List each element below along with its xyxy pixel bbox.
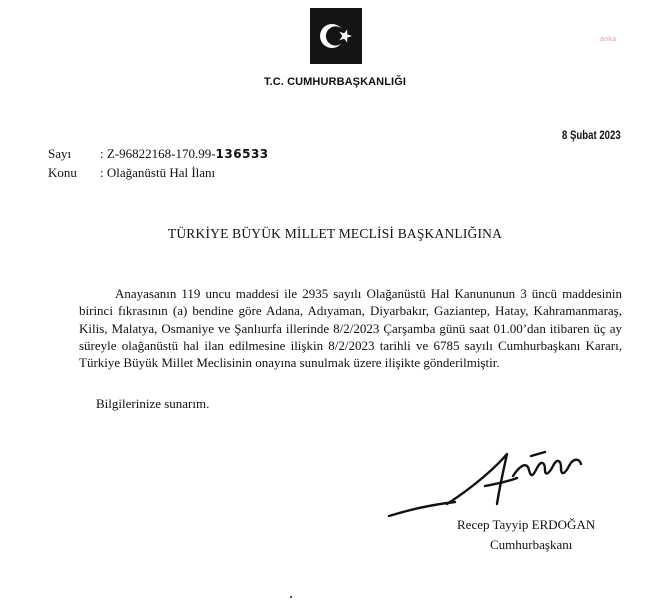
reference-label: Sayı xyxy=(48,146,72,161)
reference-value-wrap xyxy=(100,146,269,162)
document-date: 8 Şubat 2023 xyxy=(562,128,621,142)
handwritten-signature xyxy=(385,446,625,526)
reference-number-row xyxy=(48,146,448,164)
closing-line: Bilgilerinize sunarım. xyxy=(96,396,210,411)
subject-label: Konu xyxy=(48,165,77,180)
subject-row xyxy=(48,165,448,183)
reference-value: : Z-96822168-170.99- xyxy=(100,146,216,161)
watermark-text: anka xyxy=(600,36,617,43)
body-paragraph: Anayasanın 119 uncu maddesi ile 2935 sayılı Olağanüstü Hal Kanununun 3 üncü maddesinin birinci fıkrasının (a) bendine göre Adana, Adıyaman, Diyarbakır, Gaziantep, Hatay, Kahramanmaraş, Kilis, Malatya, Osmaniye ve Şanlıurfa illerinde 8/2/2023 Çarşamba günü saat 01.00’dan itibaren üç ay süreyle olağanüstü hal ilan edilmesine ilişkin 8/2/2023 tarihli ve 6785 sayılı Cumhurbaşkanı Kararı, Türkiye Büyük Millet Meclisinin onayına sunulmak üzere ilişikte gönderilmiştir. xyxy=(79,286,622,371)
signer-title: Cumhurbaşkanı xyxy=(490,537,573,552)
scan-speck xyxy=(290,596,292,598)
reference-handwritten-number: 136533 xyxy=(215,147,269,161)
state-emblem-icon xyxy=(310,8,362,64)
subject-value: : Olağanüstü Hal İlanı xyxy=(100,165,216,180)
addressee-heading: TÜRKİYE BÜYÜK MİLLET MECLİSİ BAŞKANLIĞINA xyxy=(167,226,503,241)
institution-name: T.C. CUMHURBAŞKANLIĞI xyxy=(263,76,407,88)
signer-name: Recep Tayyip ERDOĞAN xyxy=(457,517,596,532)
letter-body xyxy=(79,285,622,371)
